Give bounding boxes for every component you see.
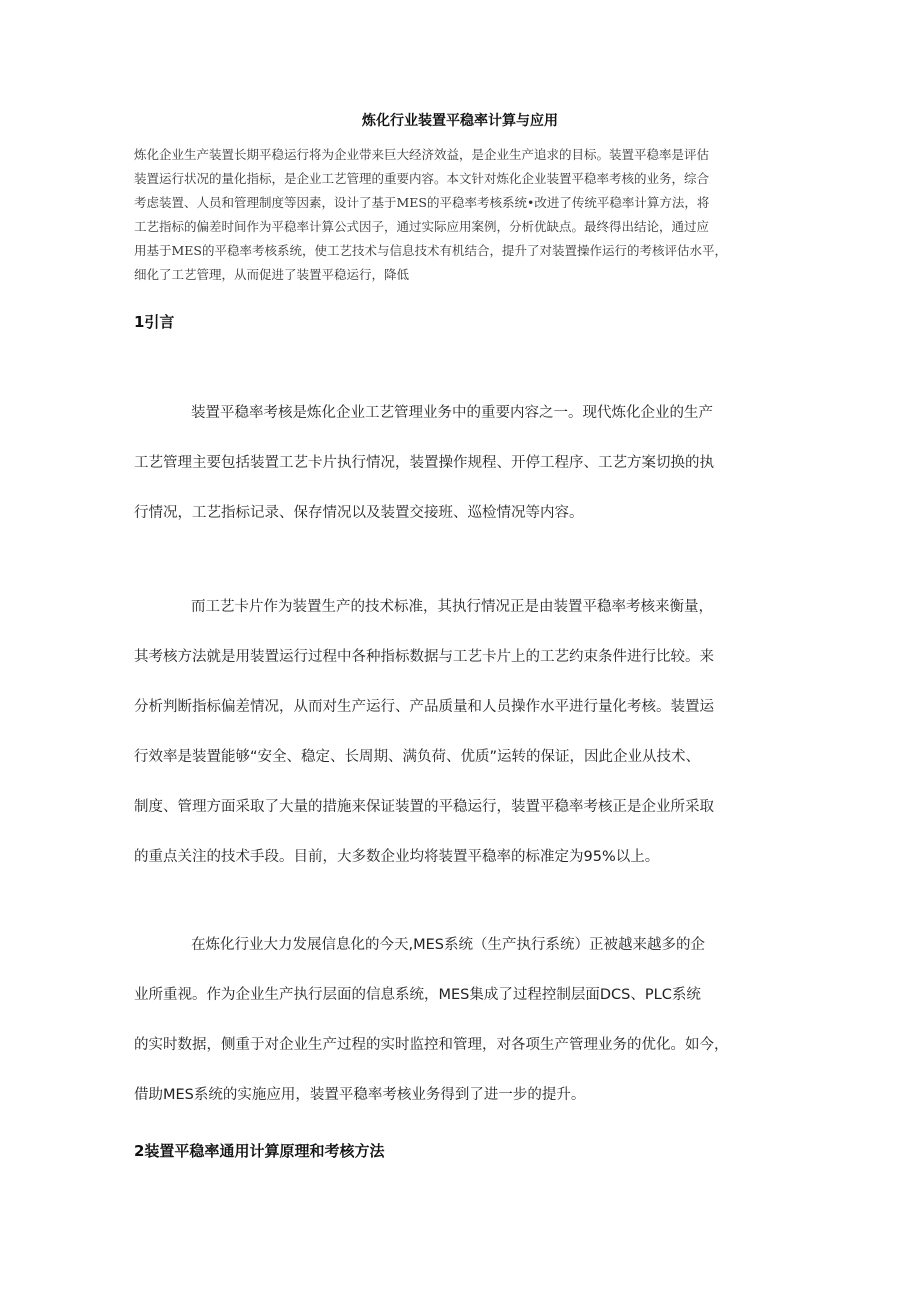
paragraph-line: 制度、管理方面采取了大量的措施来保证装置的平稳运行，装置平稳率考核正是企业所采取 xyxy=(134,799,714,815)
document-title: 炼化行业装置平稳率计算与应用 xyxy=(362,113,558,129)
paragraph-line: 行效率是装置能够“安全、稳定、长周期、满负荷、优质”运转的保证，因此企业从技术、 xyxy=(134,749,701,765)
paragraph-line: 的实时数据，侧重于对企业生产过程的实时监控和管理，对各项生产管理业务的优化。如今， xyxy=(134,1037,729,1053)
abstract xyxy=(134,143,774,287)
paragraph-1 xyxy=(134,388,774,538)
paragraph-line: 借助MES系统的实施应用，装置平稳率考核业务得到了进一步的提升。 xyxy=(134,1087,586,1103)
abstract-line: 工艺指标的偏差时间作为平稳率计算公式因子，通过实际应用案例，分析优缺点。最终得出结论，通过应 xyxy=(134,219,710,234)
abstract-line: 用基于MES的平稳率考核系统，使工艺技术与信息技术有机结合，提升了对装置操作运行的考核评估水平， xyxy=(134,243,727,258)
abstract-line: 细化了工艺管理，从而促进了装置平稳运行，降低 xyxy=(134,267,410,282)
paragraph-line: 而工艺卡片作为装置生产的技术标准，其执行情况正是由装置平稳率考核来衡量， xyxy=(191,599,713,615)
paragraph-line: 工艺管理主要包括装置工艺卡片执行情况，装置操作规程、开停工程序、工艺方案切换的执 xyxy=(134,455,714,471)
paragraph-line: 的重点关注的技术手段。目前，大多数企业均将装置平稳率的标准定为95%以上。 xyxy=(134,849,660,865)
paragraph-line: 其考核方法就是用装置运行过程中各种指标数据与工艺卡片上的工艺约束条件进行比较。来 xyxy=(134,649,714,665)
abstract-line: 装置运行状况的量化指标，是企业工艺管理的重要内容。本文针对炼化企业装置平稳率考核的业务，综合 xyxy=(134,171,710,186)
paragraph-2 xyxy=(134,582,774,882)
paragraph-line: 在炼化行业大力发展信息化的今天,MES系统（生产执行系统）正被越来越多的企 xyxy=(191,937,705,953)
paragraph-3 xyxy=(134,920,774,1120)
paragraph-line: 业所重视。作为企业生产执行层面的信息系统，MES集成了过程控制层面DCS、PLC系统 xyxy=(134,987,701,1003)
paragraph-line: 行情况，工艺指标记录、保存情况以及装置交接班、巡检情况等内容。 xyxy=(134,505,584,521)
paragraph-line: 分析判断指标偏差情况，从而对生产运行、产品质量和人员操作水平进行量化考核。装置运 xyxy=(134,699,714,715)
section-1-heading: 1引言 xyxy=(134,313,175,331)
abstract-line: 炼化企业生产装置长期平稳运行将为企业带来巨大经济效益，是企业生产追求的目标。装置平稳率是评估 xyxy=(134,147,710,162)
paragraph-line: 装置平稳率考核是炼化企业工艺管理业务中的重要内容之一。现代炼化企业的生产 xyxy=(191,405,713,421)
section-2-heading: 2装置平稳率通用计算原理和考核方法 xyxy=(134,1142,385,1160)
abstract-line: 考虑装置、人员和管理制度等因素，设计了基于MES的平稳率考核系统•改进了传统平稳率计算方法，将 xyxy=(134,195,710,210)
